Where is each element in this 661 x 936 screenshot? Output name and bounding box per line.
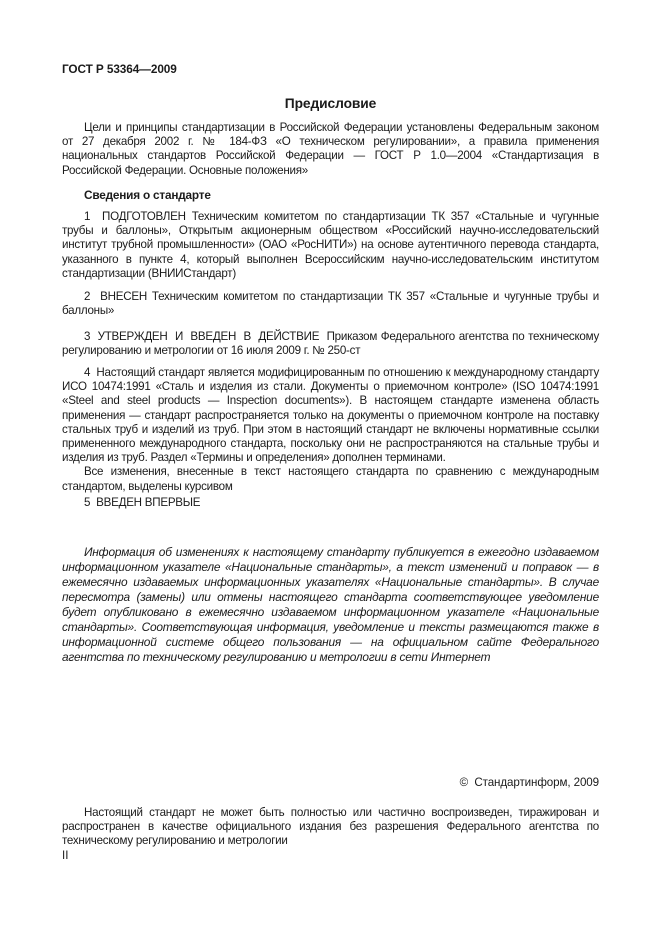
foreword-item-4-block <box>62 366 599 494</box>
page-number: II <box>62 849 69 862</box>
foreword-item-3-approved: 3 УТВЕРЖДЕН И ВВЕДЕН В ДЕЙСТВИЕ Приказом Федерального агентства по техническому регулированию и метрологии от 16 июля 2009 г. № 250-ст <box>62 330 599 358</box>
intro-paragraph: Цели и принципы стандартизации в Российской Федерации установлены Федеральным законом от 27 декабря 2002 г. № 184-ФЗ «О техническом регулировании», а правила применения национальных стандартов Российской Федерации — ГОСТ Р 1.0—2004 «Стандартизация в Российской Федерации. Основные положения» <box>62 121 599 177</box>
foreword-item-1-prepared: 1 ПОДГОТОВЛЕН Техническим комитетом по стандартизации ТК 357 «Стальные и чугунные трубы и баллоны», Открытым акционерным обществом «Российский научно-исследовательский институт трубной промышленности» (ОАО «РосНИТИ») на основе аутентичного перевода стандарта, указанного в пункте 4, который выполнен Всероссийским научно-исследовательским институтом стандартизации (ВНИИСтандарт) <box>62 210 599 280</box>
foreword-item-4-modified-standard: 4 Настоящий стандарт является модифицированным по отношению к международному стандарту ИСО 10474:1991 «Сталь и изделия из стали. Документы о приемочном контроле» (ISO 10474:1991 «Steel and steel products — Inspection documents»). В настоящем стандарте изменена область применения — стандарт распространяется только на документы о приемочном контроле на поставку стальных труб и изделий из труб. При этом в настоящий стандарт не включены нормативные ссылки примененного международного стандарта, поскольку они не распространяются на стальные трубы и изделия из труб. Раздел «Термины и определения» дополнен терминами. <box>62 366 599 465</box>
section-heading-standard-info: Сведения о стандарте <box>84 188 211 202</box>
foreword-item-5-first-edition: 5 ВВЕДЕН ВПЕРВЫЕ <box>84 496 201 509</box>
publication-info-note: Информация об изменениях к настоящему стандарту публикуется в ежегодно издаваемом информационном указателе «Национальные стандарты», а текст изменений и поправок — в ежемесячно издаваемых информационных указателях «Национальные стандарты». В случае пересмотра (замены) или отмены настоящего стандарта соответствующее уведомление будет опубликовано в ежемесячно издаваемом информационном указателе «Национальные стандарты». Соответствующая информация, уведомление и тексты размещаются также в информационной системе общего пользования — на официальном сайте Федерального агентства по техническому регулированию и метрологии в сети Интернет <box>62 545 599 664</box>
page-title: Предисловие <box>284 96 377 111</box>
standard-number: ГОСТ Р 53364—2009 <box>62 62 177 76</box>
reproduction-restriction: Настоящий стандарт не может быть полностью или частично воспроизведен, тиражирован и распространен в качестве официального издания без разрешения Федерального агентства по техническому регулированию и метрологии <box>62 806 599 848</box>
copyright-notice: © Стандартинформ, 2009 <box>459 776 599 789</box>
foreword-item-4-amendments-note: Все изменения, внесенные в текст настоящего стандарта по сравнению с международным стандартом, выделены курсивом <box>62 465 599 493</box>
foreword-item-2-submitted: 2 ВНЕСЕН Техническим комитетом по стандартизации ТК 357 «Стальные и чугунные трубы и баллоны» <box>62 290 599 318</box>
